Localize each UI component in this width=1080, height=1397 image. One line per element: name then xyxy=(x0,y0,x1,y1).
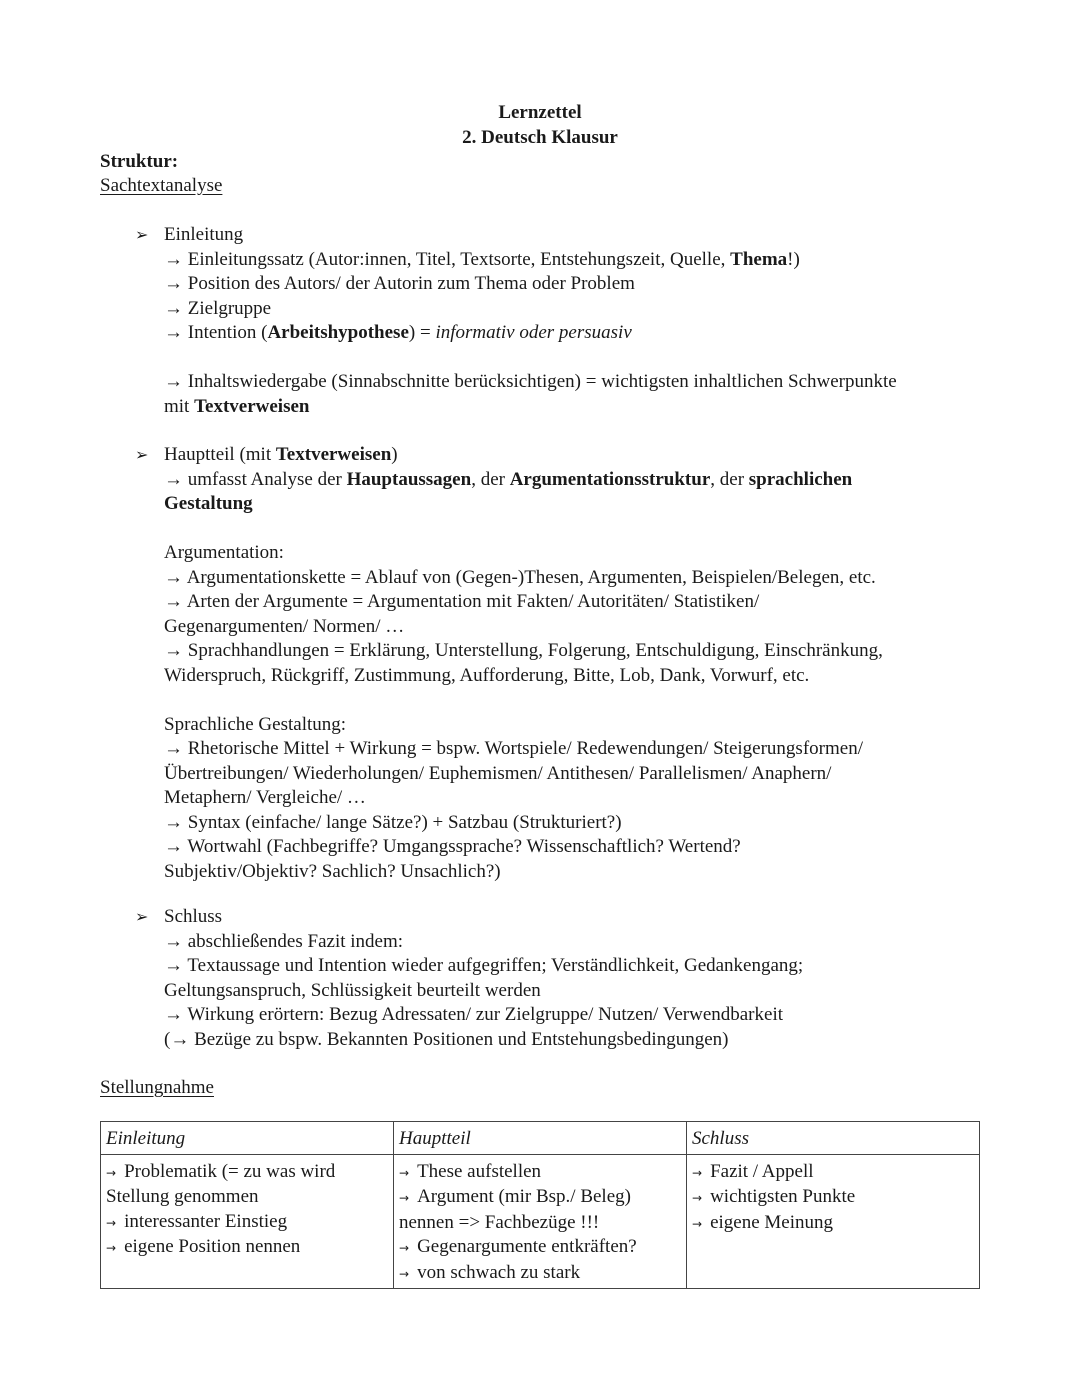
argumentation-line: → Sprachhandlungen = Erklärung, Unterstellung, Folgerung, Entschuldigung, Einschränkung, xyxy=(164,640,883,661)
sprachliche-gestaltung-line: → Syntax (einfache/ lange Sätze?) + Satzbau (Strukturiert?) xyxy=(164,811,622,833)
einleitung-line: → Intention (Arbeitshypothese) = informativ oder persuasiv xyxy=(164,322,632,343)
arrow-icon: → xyxy=(399,1266,410,1281)
page-title xyxy=(0,101,1080,150)
sprachliche-gestaltung-line: Übertreibungen/ Wiederholungen/ Euphemismen/ Antithesen/ Parallelismen/ Anaphern/ xyxy=(164,762,832,784)
table-header-hauptteil: Hauptteil xyxy=(394,1122,687,1155)
table-cell-schluss: → Fazit / Appell → wichtigsten Punkte → eigene Meinung xyxy=(687,1154,980,1289)
title-line-1: Lernzettel xyxy=(498,102,582,123)
arrow-icon: → xyxy=(692,1216,703,1231)
schluss-line: → abschließendes Fazit indem: xyxy=(164,930,404,952)
sprachliche-gestaltung-line: → Rhetorische Mittel + Wirkung = bspw. Wortspiele/ Redewendungen/ Steigerungsformen/ xyxy=(164,738,863,759)
arrow-icon: → xyxy=(106,1215,117,1230)
table-row xyxy=(101,1154,980,1289)
argumentation-line: → Arten der Argumente = Argumentation mit Fakten/ Autoritäten/ Statistiken/ xyxy=(164,591,760,612)
hauptteil-section xyxy=(135,443,985,884)
arrow-bullet-icon: ➢ xyxy=(135,225,149,244)
table-cell-einleitung: → Problematik (= zu was wird Stellung genommen → interessanter Einstieg → eigene Position nennen xyxy=(101,1154,394,1289)
title-line-2: 2. Deutsch Klausur xyxy=(462,126,618,148)
table-header-schluss: Schluss xyxy=(687,1122,980,1155)
table-header-row xyxy=(101,1122,980,1155)
argumentation-line: Widerspruch, Rückgriff, Zustimmung, Aufforderung, Bitte, Lob, Dank, Vorwurf, etc. xyxy=(164,664,810,686)
sachtextanalyse-heading: Sachtextanalyse xyxy=(100,175,223,196)
arrow-icon: → xyxy=(106,1165,117,1180)
arrow-bullet-icon: ➢ xyxy=(135,445,149,464)
schluss-heading: Schluss xyxy=(164,906,223,927)
einleitung-line: → Position des Autors/ der Autorin zum Thema oder Problem xyxy=(164,273,635,294)
einleitung-heading: Einleitung xyxy=(164,224,244,245)
einleitung-line: → Inhaltswiedergabe (Sinnabschnitte berücksichtigen) = wichtigsten inhaltlichen Schwerpunkte xyxy=(164,371,897,392)
schluss-line: (→ Bezüge zu bspw. Bekannten Positionen und Entstehungsbedingungen) xyxy=(164,1028,729,1050)
arrow-icon: → xyxy=(106,1241,117,1255)
sprachliche-gestaltung-line: Subjektiv/Objektiv? Sachlich? Unsachlich?) xyxy=(164,860,501,882)
einleitung-line: → Einleitungssatz (Autor:innen, Titel, Textsorte, Entstehungszeit, Quelle, Thema!) xyxy=(164,248,800,270)
arrow-icon: → xyxy=(399,1241,410,1255)
arrow-icon: → xyxy=(692,1165,703,1180)
hauptteil-line: → umfasst Analyse der Hauptaussagen, der Argumentationsstruktur, der sprachlichen xyxy=(164,468,853,490)
schluss-line: Geltungsanspruch, Schlüssigkeit beurteilt werden xyxy=(164,979,541,1001)
stellungnahme-heading: Stellungnahme xyxy=(100,1077,214,1098)
argumentation-label: Argumentation: xyxy=(164,542,284,563)
hauptteil-line: Gestaltung xyxy=(164,493,253,514)
einleitung-line: mit Textverweisen xyxy=(164,395,310,417)
hauptteil-heading: Hauptteil (mit Textverweisen) xyxy=(164,444,398,465)
arrow-icon: → xyxy=(399,1165,410,1180)
struktur-label: Struktur: xyxy=(100,151,179,172)
schluss-line: → Textaussage und Intention wieder aufgegriffen; Verständlichkeit, Gedankengang; xyxy=(164,955,804,976)
argumentation-line: → Argumentationskette = Ablauf von (Gegen-)Thesen, Argumenten, Beispielen/Belegen, etc. xyxy=(164,566,876,588)
table-cell-hauptteil: → These aufstellen → Argument (mir Bsp./ Beleg) nennen => Fachbezüge !!! → Gegenargumente entkräften? → von schwach zu stark xyxy=(394,1154,687,1289)
sprachliche-gestaltung-line: Metaphern/ Vergleiche/ … xyxy=(164,787,366,808)
sprachliche-gestaltung-line: → Wortwahl (Fachbegriffe? Umgangssprache? Wissenschaftlich? Wertend? xyxy=(164,836,741,857)
arrow-bullet-icon: ➢ xyxy=(135,907,149,926)
sprachliche-gestaltung-label: Sprachliche Gestaltung: xyxy=(164,713,347,735)
stellungnahme-table xyxy=(100,1121,980,1289)
arrow-icon: → xyxy=(692,1191,703,1205)
einleitung-section xyxy=(135,223,985,419)
schluss-line: → Wirkung erörtern: Bezug Adressaten/ zur Zielgruppe/ Nutzen/ Verwendbarkeit xyxy=(164,1004,784,1025)
schluss-section xyxy=(135,905,985,1052)
table-header-einleitung: Einleitung xyxy=(101,1122,394,1155)
arrow-icon: → xyxy=(399,1191,410,1205)
argumentation-line: Gegenargumenten/ Normen/ … xyxy=(164,615,405,637)
einleitung-line: → Zielgruppe xyxy=(164,297,272,319)
